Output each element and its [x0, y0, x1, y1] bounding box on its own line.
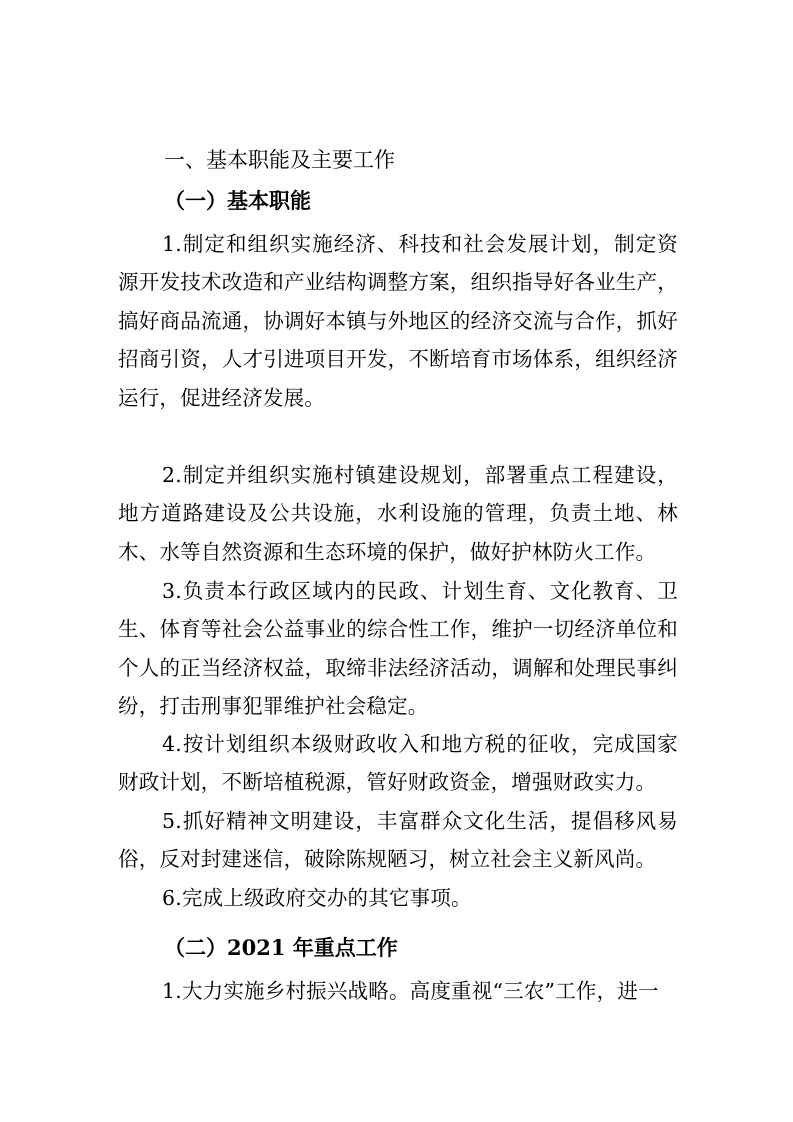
paragraph-function-6: 6.完成上级政府交办的其它事项。 [162, 886, 472, 910]
subsection-title-key-work-2021: （二）2021 年重点工作 [164, 935, 398, 960]
paragraph-function-1: 1.制定和组织实施经济、科技和社会发展计划，制定资源开发技术改造和产业结构调整方案，组织指导好各业生产，搞好商品流通，协调好本镇与外地区的经济交流与合作，抓好招商引资，人才引进项目开发，不断培育市场体系，组织经济运行，促进经济发展。 [118, 232, 678, 410]
paragraph-function-2: 2.制定并组织实施村镇建设规划，部署重点工程建设，地方道路建设及公共设施，水利设施的管理，负责土地、林木、水等自然资源和生态环境的保护，做好护林防火工作。 [118, 463, 678, 564]
paragraph-key-work-1: 1.大力实施乡村振兴战略。高度重视“三农”工作，进一 [162, 979, 659, 1003]
subsection-title-basic-functions: （一）基本职能 [164, 188, 311, 213]
section-title: 一、基本职能及主要工作 [164, 148, 395, 172]
paragraph-function-5: 5.抓好精神文明建设，丰富群众文化生活，提倡移风易俗，反对封建迷信，破除陈规陋习，树立社会主义新风尚。 [118, 809, 678, 872]
paragraph-function-4: 4.按计划组织本级财政收入和地方税的征收，完成国家财政计划，不断培植税源，管好财政资金，增强财政实力。 [118, 732, 678, 795]
paragraph-function-3: 3.负责本行政区域内的民政、计划生育、文化教育、卫生、体育等社会公益事业的综合性工作，维护一切经济单位和个人的正当经济权益，取缔非法经济活动，调解和处理民事纠纷，打击刑事犯罪维护社会稳定。 [118, 579, 678, 719]
